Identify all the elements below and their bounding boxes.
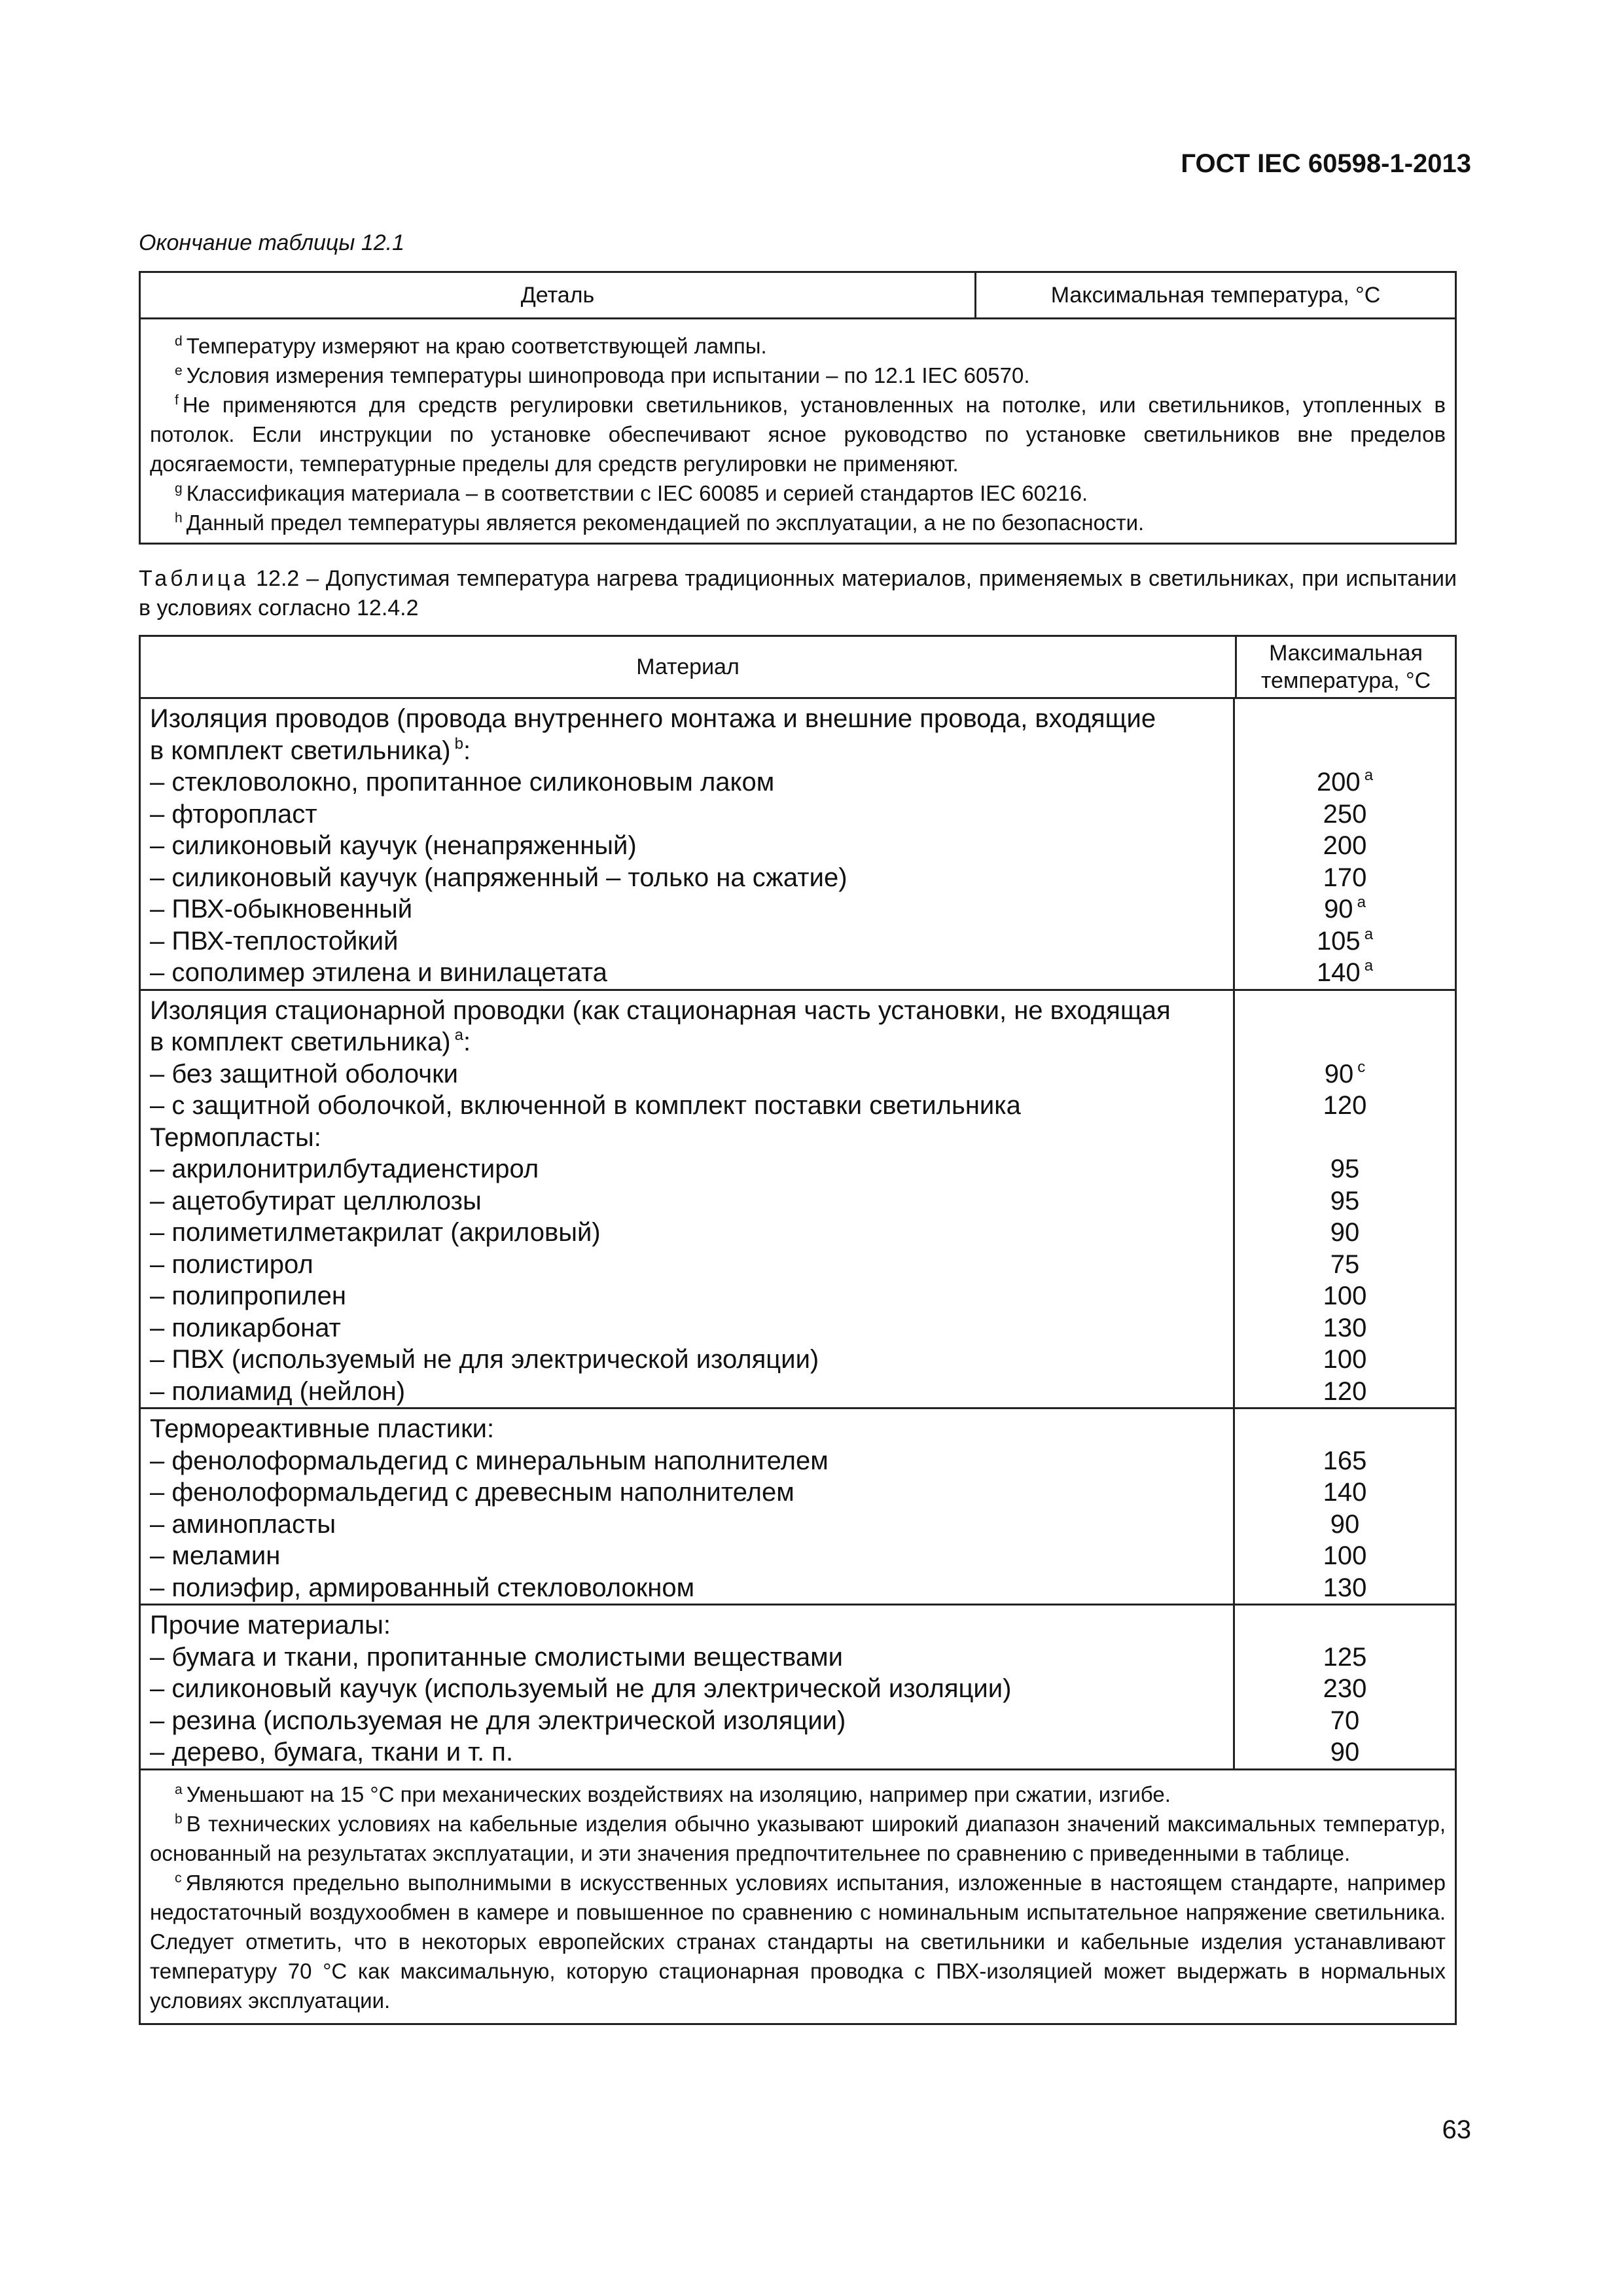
temperature-value: 125 [1323,1642,1367,1672]
material-line: – фторопласт [150,799,317,829]
material-line: – ПВХ (используемый не для электрической изоляции) [150,1345,819,1374]
material-line: – полиэфир, армированный стекловолокном [150,1573,695,1602]
temperature-cell [1235,699,1455,989]
column-header-max-temperature: Максимальная температура, °C [1260,641,1431,693]
table-12-1-continuation-caption: Окончание таблицы 12.1 [139,230,404,255]
material-line: в комплект светильника) $^a$: [150,1026,471,1056]
temperature-value: 75 [1330,1249,1360,1279]
material-line: – ПВХ-теплостойкий [150,926,399,956]
material-line: – дерево, бумага, ткани и т. п. [150,1738,514,1767]
footnote-g: $^g$ Классификация материала – в соответствии с IEC 60085 и серией стандартов IEC 60216. [175,481,1088,505]
material-cell [141,1409,1235,1604]
table-row-group [141,991,1455,1410]
temperature-value: 200 $^a$ [1316,766,1374,797]
temperature-value [1235,1413,1455,1445]
material-line: – без защитной оболочки [150,1059,458,1088]
material-line: в комплект светильника) $^b$: [150,734,471,765]
material-line: – силиконовый каучук (ненапряженный) [150,831,637,860]
table-12-1-header [141,273,1455,319]
temperature-value: 100 [1323,1541,1367,1570]
table-row-group [141,699,1455,991]
material-line: – полиметилметакрилат (акриловый) [150,1218,601,1247]
temperature-value: 70 [1330,1706,1360,1735]
material-cell [141,1605,1235,1768]
temperature-value: 120 [1323,1376,1367,1406]
material-line: – бумага и ткани, пропитанные смолистыми веществами [150,1642,843,1672]
footnote-b: $^b$ В технических условиях на кабельные изделия обычно указывают широкий диапазон значений максимальных температур, основанный на результатах эксплуатации, и эти значения предпочтительнее по сравнению с приведенными в таблице. [150,1811,1446,1865]
temperature-value: 200 [1323,831,1367,860]
temperature-value [1235,1122,1455,1154]
material-cell [141,699,1235,989]
temperature-value: 130 [1323,1313,1367,1342]
temperature-value [1235,1609,1455,1641]
table-row-group [141,1409,1455,1605]
material-line: – сополимер этилена и винилацетата [150,958,607,987]
temperature-value [1235,995,1455,1027]
table-label: Таблица [139,566,249,591]
footnote-f: $^f$ Не применяются для средств регулировки светильников, установленных на потолке, или светильников, утопленных в потолок. Если инструкции по установке обеспечивают ясное руководство по установке светильников вне пределов досягаемости, температурные пределы для средств регулировки не применяют. [150,393,1446,476]
temperature-value: 140 $^a$ [1316,957,1374,987]
temperature-value: 170 [1323,863,1367,892]
temperature-value [1235,1026,1455,1058]
material-line: – полипропилен [150,1282,346,1310]
material-line: – резина (используемая не для электрической изоляции) [150,1706,846,1735]
temperature-value: 120 [1323,1091,1367,1120]
table-12-2-caption [139,564,1457,623]
column-header-max-temperature: Максимальная температура, °C [1050,282,1381,308]
page-number: 63 [1442,2115,1471,2144]
temperature-value: 130 [1323,1573,1367,1602]
material-line: Термореактивные пластики: [150,1414,495,1443]
footnote-a: $^a$ Уменьшают на 15 °C при механических воздействиях на изоляцию, например при сжатии, изгибе. [175,1782,1171,1806]
material-line: – фенолоформальдегид с древесным наполнителем [150,1478,794,1507]
temperature-value: 100 [1323,1282,1367,1310]
temperature-value: 90 [1330,1218,1360,1247]
temperature-value: 90 $^a$ [1324,893,1366,924]
material-line: – полиамид (нейлон) [150,1376,406,1406]
column-header-material: Материал [141,637,1237,697]
footnote-c: $^c$ Являются предельно выполнимыми в искусственных условиях испытания, изложенные в настоящем стандарте, например недостаточный воздухообмен в камере и повышенное по сравнению с номинальным испытательное напряжение светильника. Следует отметить, что в некоторых европейских странах стандарты на светильники и кабельные изделия устанавливают температуру 70 °C как максимальную, которую стационарная проводка с ПВХ-изоляцией может выдержать в нормальных условиях эксплуатации. [150,1870,1446,2013]
material-line: Изоляция стационарной проводки (как стационарная часть установки, не входящая [150,996,1171,1025]
material-line: Прочие материалы: [150,1611,391,1640]
temperature-cell [1235,991,1455,1408]
temperature-value: 90 [1330,1738,1360,1767]
material-line: – поликарбонат [150,1313,341,1342]
temperature-value [1235,735,1455,767]
material-line: Изоляция проводов (провода внутреннего монтажа и внешние провода, входящие [150,704,1156,733]
table-row-group [141,1605,1455,1770]
table-12-2-footnotes [141,1770,1455,2023]
material-line: – ацетобутират целлюлозы [150,1186,482,1215]
material-line: – меламин [150,1541,281,1570]
material-line: – фенолоформальдегид с минеральным наполнителем [150,1446,829,1475]
material-line: – акрилонитрилбутадиенстирол [150,1155,539,1183]
temperature-value: 100 [1323,1345,1367,1374]
material-line: – силиконовый каучук (используемый не для электрической изоляции) [150,1674,1012,1703]
table-12-2-body [141,699,1455,1770]
table-12-1-end [139,271,1457,545]
footnote-h: $^h$ Данный предел температуры является рекомендацией по эксплуатации, а не по безопасности. [175,511,1145,535]
temperature-value: 95 [1330,1155,1360,1183]
temperature-value: 230 [1323,1674,1367,1703]
temperature-value: 105 $^a$ [1316,925,1374,956]
material-line: Термопласты: [150,1122,321,1152]
column-header-detail: Деталь [141,273,976,317]
table-12-1-footnotes [141,319,1455,543]
temperature-value: 95 [1330,1186,1360,1215]
temperature-cell [1235,1605,1455,1768]
material-line: – полистирол [150,1249,313,1279]
temperature-value: 250 [1323,799,1367,829]
temperature-value: 165 [1323,1446,1367,1475]
footnote-d: $^d$ Температуру измеряют на краю соответствующей лампы. [175,334,767,358]
material-line: – аминопласты [150,1509,336,1539]
footnote-e: $^e$ Условия измерения температуры шинопровода при испытании – по 12.1 IEC 60570. [175,363,1030,387]
temperature-value: 90 $^c$ [1324,1058,1366,1088]
material-cell [141,991,1235,1408]
material-line: – силиконовый каучук (напряженный – только на сжатие) [150,863,847,892]
material-line: – ПВХ-обыкновенный [150,895,413,924]
temperature-value: 90 [1330,1509,1360,1539]
table-title: 12.2 – Допустимая температура нагрева традиционных материалов, применяемых в светильниках, при испытании в условиях согласно 12.4.2 [139,566,1457,620]
table-12-2-header [141,637,1455,699]
table-12-2 [139,635,1457,2025]
material-line: – с защитной оболочкой, включенной в комплект поставки светильника [150,1091,1021,1120]
temperature-value: 140 [1323,1478,1367,1507]
document-designation: ГОСТ IEC 60598-1-2013 [1181,149,1471,178]
temperature-value [1235,703,1455,735]
temperature-cell [1235,1409,1455,1604]
material-line: – стекловолокно, пропитанное силиконовым лаком [150,768,775,797]
